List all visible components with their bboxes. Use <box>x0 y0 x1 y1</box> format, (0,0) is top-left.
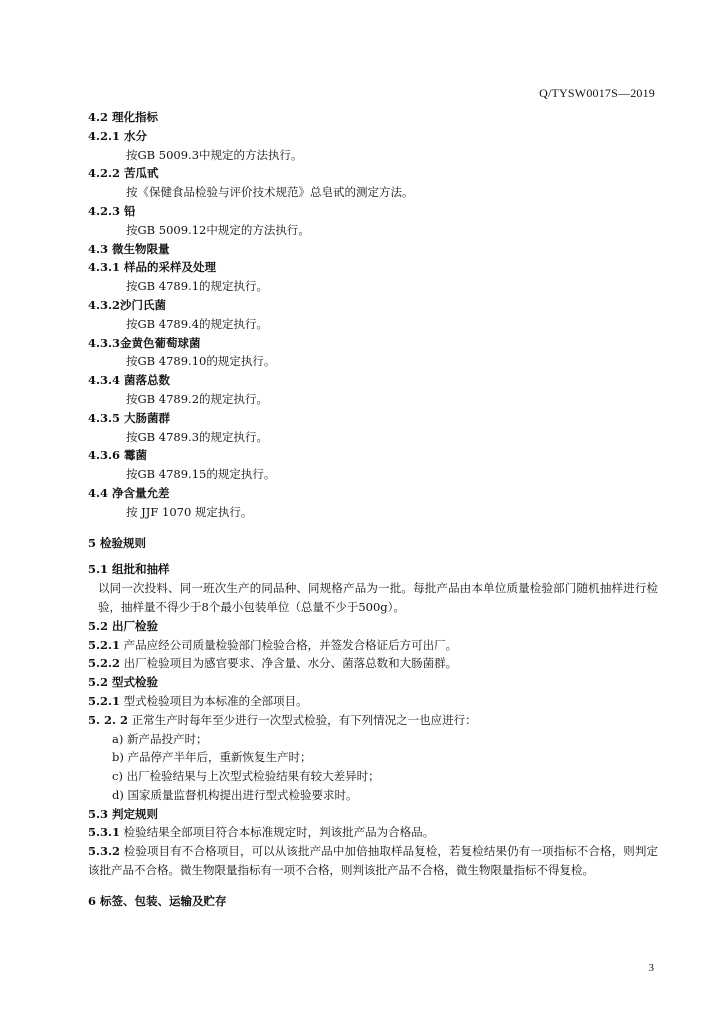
section-text-4-2-3: 按GB 5009.12中规定的方法执行。 <box>126 222 310 237</box>
section-heading-4-2-3: 4.2.3 铅 <box>88 203 136 218</box>
section-heading-4-2-2: 4.2.2 苦瓜甙 <box>88 166 159 181</box>
section-heading-4-3-6: 4.3.6 霉菌 <box>88 448 148 463</box>
section-heading-5-2-exit: 5.2 出厂检验 <box>88 618 159 633</box>
page-number: 3 <box>648 962 654 974</box>
section-text-4-3-3: 按GB 4789.10的规定执行。 <box>126 354 276 369</box>
section-heading-5-2-type: 5.2 型式检验 <box>88 675 159 690</box>
section-label-5-2-2-type: 5. 2. 2 <box>88 712 129 727</box>
section-heading-4-3-3: 4.3.3金黄色葡萄球菌 <box>88 335 201 350</box>
section-text-4-3-5: 按GB 4789.3的规定执行。 <box>126 429 269 444</box>
list-item-a: a) 新产品投产时； <box>112 731 208 746</box>
section-heading-4-3-2: 4.3.2沙门氏菌 <box>88 297 167 312</box>
section-text-5-3-1: 检验结果全部项目符合本标准规定时，判该批产品为合格品。 <box>123 825 435 840</box>
section-label-5-3-1: 5.3.1 <box>88 825 121 840</box>
section-text-5-3-2: 检验项目有不合格项目，可以从该批产品中加倍抽取样品复检，若复检结果仍有一项指标不合格，则判定该批产品不合格。微生物限量指标有一项不合格，则判该批产品不合格，微生物限量指标不得复检。 <box>88 844 659 878</box>
section-label-5-2-2: 5.2.2 <box>88 656 121 671</box>
section-item-5-2-2-type <box>88 711 658 730</box>
list-item-d: d) 国家质量监督机构提出进行型式检验要求时。 <box>112 787 358 802</box>
document-code-header: Q/TYSW0017S—2019 <box>539 86 655 100</box>
section-heading-5-3: 5.3 判定规则 <box>88 806 159 821</box>
section-heading-5: 5 检验规则 <box>88 535 147 550</box>
section-heading-4-2: 4.2 理化指标 <box>88 110 159 124</box>
section-item-5-3-1 <box>88 823 658 842</box>
section-spacer <box>88 880 658 892</box>
section-text-4-2-1: 按GB 5009.3中规定的方法执行。 <box>126 147 303 162</box>
section-text-5-2-1: 产品应经公司质量检验部门检验合格，并签发合格证后方可出厂。 <box>123 637 458 652</box>
section-text-4-3-2: 按GB 4789.4的规定执行。 <box>126 316 269 331</box>
section-heading-4-2-1: 4.2.1 水分 <box>88 128 148 143</box>
section-text-4-3-6: 按GB 4789.15的规定执行。 <box>126 467 276 482</box>
section-heading-4-3-5: 4.3.5 大肠菌群 <box>88 410 171 425</box>
section-text-5-2-2: 出厂检验项目为感官要求、净含量、水分、菌落总数和大肠菌群。 <box>123 656 458 671</box>
section-text-4-2-2: 按《保健食品检验与评价技术规范》总皂甙的测定方法。 <box>126 185 414 200</box>
section-item-5-2-1-type <box>88 692 658 711</box>
section-item-5-2-1 <box>88 636 658 655</box>
section-text-5-2-2-type: 正常生产时每年至少进行一次型式检验，有下列情况之一也应进行： <box>131 712 477 727</box>
section-heading-4-3-1: 4.3.1 样品的采样及处理 <box>88 260 217 275</box>
section-text-5-2-1-type: 型式检验项目为本标准的全部项目。 <box>123 693 308 708</box>
section-label-5-3-2: 5.3.2 <box>88 844 121 859</box>
section-spacer <box>88 522 658 534</box>
section-heading-5-1: 5.1 组批和抽样 <box>88 562 170 577</box>
section-label-5-2-1: 5.2.1 <box>88 637 121 652</box>
section-heading-4-3-4: 4.3.4 菌落总数 <box>88 373 171 388</box>
section-heading-6: 6 标签、包装、运输及贮存 <box>88 893 227 908</box>
section-text-4-4: 按 JJF 1070 规定执行。 <box>126 504 253 519</box>
section-heading-4-3: 4.3 微生物限量 <box>88 241 170 256</box>
list-item-c: c) 出厂检验结果与上次型式检验结果有较大差异时； <box>112 769 380 784</box>
section-text-5-1: 以同一次投料、同一班次生产的同品种、同规格产品为一批。每批产品由本单位质量检验部门随机抽样进行检验，抽样量不得少于8个最小包装单位（总量不少于500g）。 <box>98 581 658 614</box>
section-text-4-3-1: 按GB 4789.1的规定执行。 <box>126 279 269 294</box>
section-spacer <box>88 552 658 560</box>
section-heading-4-4: 4.4 净含量允差 <box>88 485 170 500</box>
section-item-5-3-2 <box>88 842 658 880</box>
section-text-4-3-4: 按GB 4789.2的规定执行。 <box>126 391 269 406</box>
section-label-5-2-1-type: 5.2.1 <box>88 693 121 708</box>
section-item-5-2-2 <box>88 654 658 673</box>
list-item-b: b) 产品停产半年后，重新恢复生产时； <box>112 750 312 765</box>
document-body <box>88 108 658 911</box>
